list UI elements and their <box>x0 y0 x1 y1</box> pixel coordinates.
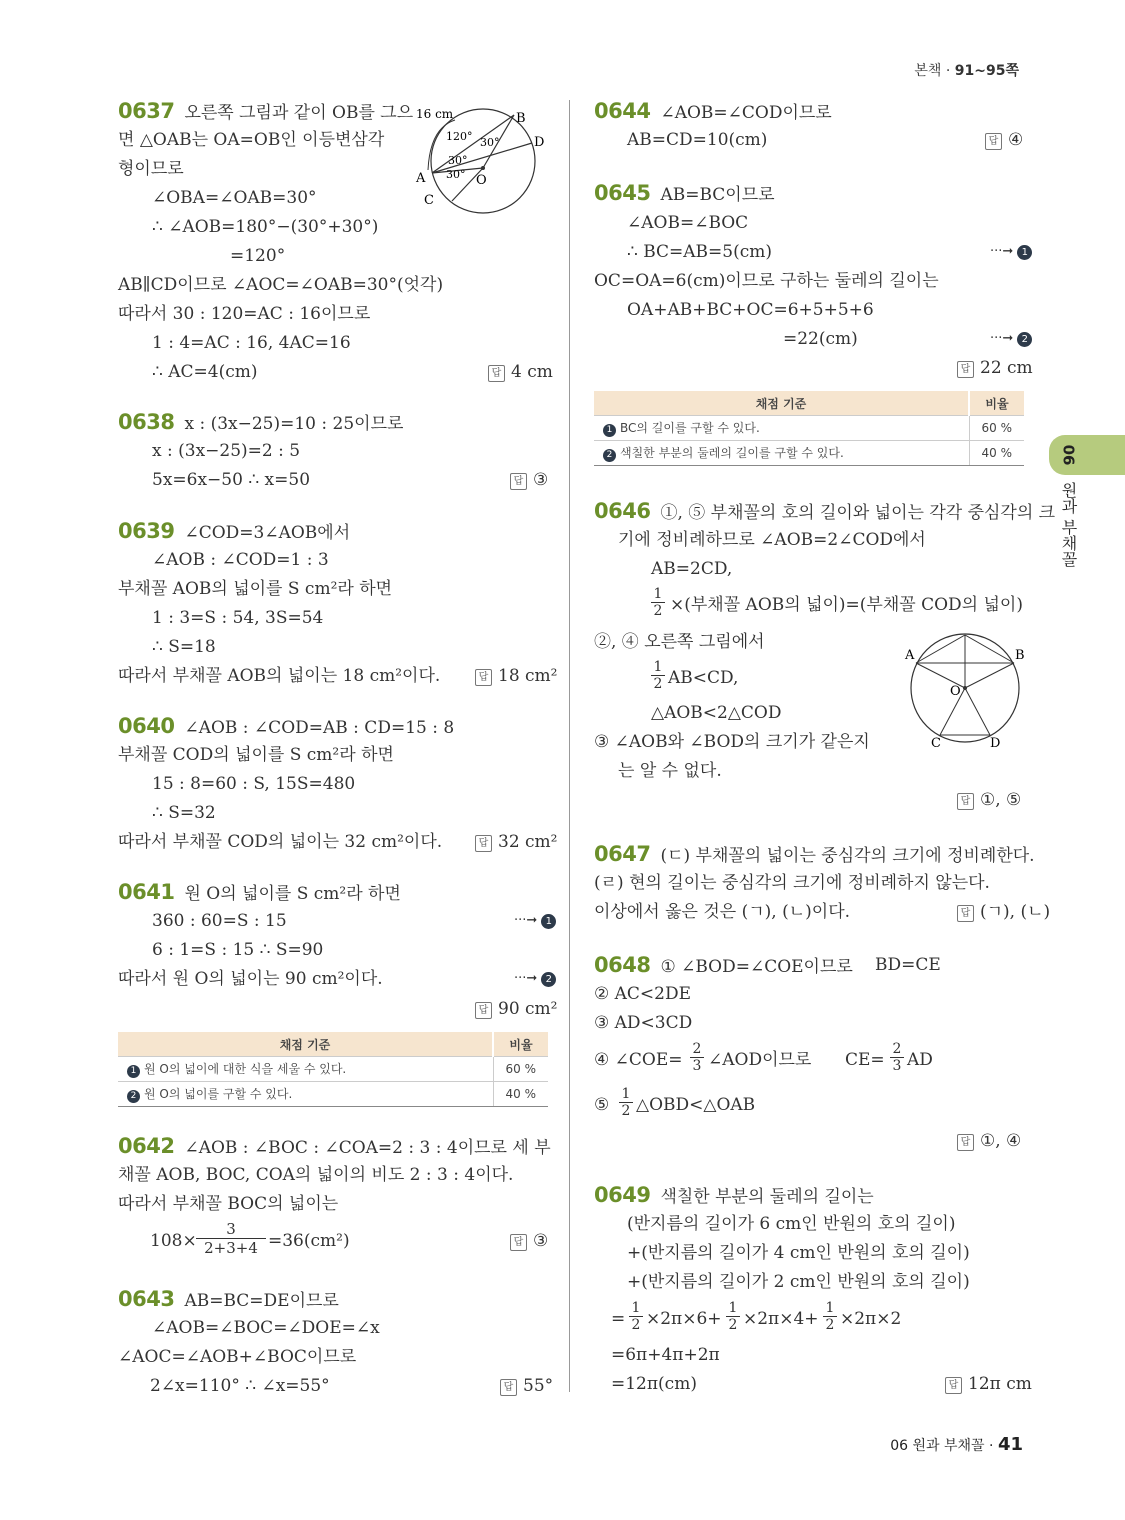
text: ③ AD<3CD <box>594 1013 693 1033</box>
numerator: 1 <box>651 659 665 676</box>
text: 따라서 30 : 120=AC : 16이므로 <box>118 304 371 324</box>
circle-figure-0646 <box>900 625 1030 755</box>
answer <box>475 998 558 1020</box>
answer-text: 4 cm <box>511 362 553 382</box>
fraction <box>651 659 665 692</box>
chapter-tab-title: 원과 부채꼴 <box>1059 482 1078 568</box>
step-marker: ···➞ 1 <box>990 244 1032 260</box>
problem-number: 0639 <box>118 519 175 543</box>
text: CE= <box>845 1050 885 1070</box>
page-header: 본책 · 91~95쪽 <box>914 63 1019 79</box>
fraction <box>890 1041 904 1074</box>
text: 는 알 수 없다. <box>618 761 722 781</box>
text: ①, ⑤ 부채꼴의 호의 길이와 넓이는 각각 중심각의 크 <box>660 503 1056 523</box>
text: 1 : 3=S : 54, 3S=54 <box>152 608 324 628</box>
table-row: 2 원 O의 넓이를 구할 수 있다. <box>118 1082 493 1107</box>
problem-0641-line1 <box>118 881 401 905</box>
chapter-tab-number: 06 <box>1059 444 1078 466</box>
problem-number: 0638 <box>118 410 175 434</box>
problem-number: 0642 <box>118 1134 175 1158</box>
text: = <box>611 1309 626 1329</box>
text: ∠AOB=∠COD이므로 <box>660 103 832 123</box>
problem-0638-line1 <box>118 411 403 435</box>
step-number: 1 <box>1017 245 1032 260</box>
text: ∠AOB=∠BOC <box>627 213 749 233</box>
text: 채꼴 AOB, BOC, COA의 넓이의 비도 2 : 3 : 4이다. <box>118 1165 514 1185</box>
text: ∠AOD이므로 <box>708 1050 812 1070</box>
point-label: B <box>1015 648 1025 663</box>
table-row: 1 BC의 길이를 구할 수 있다. <box>594 416 969 441</box>
text: ③ ∠AOB와 ∠BOD의 크기가 같은지 <box>594 732 870 752</box>
fraction <box>196 1220 266 1257</box>
text: ×2π×6+ <box>646 1309 722 1329</box>
denominator: 2 <box>728 1317 738 1333</box>
table-cell: 40 % <box>969 441 1024 466</box>
problem-number: 0640 <box>118 714 175 738</box>
text: +(반지름의 길이가 2 cm인 반원의 호의 길이) <box>627 1272 970 1292</box>
text: 따라서 부채꼴 COD의 넓이는 32 cm²이다. <box>118 832 443 852</box>
problem-0642-line1 <box>118 1135 551 1159</box>
table-cell: 40 % <box>493 1082 548 1107</box>
text: ∠AOC=∠AOB+∠BOC이므로 <box>118 1347 357 1367</box>
text: 5x=6x−50 ∴ x=50 <box>152 470 311 490</box>
numerator: 2 <box>890 1041 904 1058</box>
text: ② AC<2DE <box>594 984 692 1004</box>
step-number: 2 <box>541 972 556 987</box>
problem-number: 0645 <box>594 181 651 205</box>
text: AB=CD=10(cm) <box>627 130 768 150</box>
answer <box>510 1230 548 1252</box>
numerator: 1 <box>651 586 665 603</box>
text: ×2π×2 <box>840 1309 902 1329</box>
problem-number: 0648 <box>594 953 651 977</box>
text: 6 : 1=S : 15 ∴ S=90 <box>152 940 324 960</box>
answer-icon: 답 <box>488 365 505 382</box>
answer <box>985 129 1023 151</box>
text: 108× <box>150 1231 197 1251</box>
text: ∴ S=32 <box>152 803 216 823</box>
text: ∠AOB : ∠COD=AB : CD=15 : 8 <box>184 718 455 738</box>
answer <box>957 1130 1021 1152</box>
numerator: 1 <box>629 1300 643 1317</box>
answer-text: 18 cm² <box>498 666 558 686</box>
text: ×(부채꼴 AOB의 넓이)=(부채꼴 COD의 넓이) <box>670 595 1023 615</box>
denominator: 2 <box>621 1103 631 1119</box>
scoring-table-0645 <box>594 391 1024 466</box>
step-number: 1 <box>541 914 556 929</box>
answer-icon: 답 <box>500 1379 517 1396</box>
text: AB=BC이므로 <box>660 185 775 205</box>
answer-text: 22 cm <box>980 358 1033 378</box>
angle-label: 30° <box>446 168 466 181</box>
table-header: 비율 <box>969 391 1024 416</box>
answer-icon: 답 <box>510 1234 527 1251</box>
answer-icon: 답 <box>510 473 527 490</box>
text: 면 △OAB는 OA=OB인 이등변삼각 <box>118 130 385 150</box>
problem-0644-line1 <box>594 100 832 124</box>
table-cell: 색칠한 부분의 둘레의 길이를 구할 수 있다. <box>620 446 844 460</box>
step-number: 2 <box>1017 332 1032 347</box>
denominator: 2 <box>653 676 663 692</box>
point-label: B <box>516 111 526 126</box>
problem-number: 0647 <box>594 842 651 866</box>
problem-0649-line1 <box>594 1184 874 1208</box>
text: △OBD<△OAB <box>636 1095 756 1115</box>
text: BD=CE <box>875 955 941 975</box>
text: 15 : 8=60 : S, 15S=480 <box>152 774 356 794</box>
point-label: O <box>476 173 487 188</box>
answer <box>500 1375 553 1397</box>
text: x : (3x−25)=2 : 5 <box>152 441 301 461</box>
answer-icon: 답 <box>957 1134 974 1151</box>
denominator: 3 <box>892 1058 902 1074</box>
table-header: 채점 기준 <box>594 391 969 416</box>
text: =12π(cm) <box>611 1374 697 1394</box>
denominator: 2+3+4 <box>204 1239 258 1257</box>
problem-0637-line1 <box>118 100 413 124</box>
fraction <box>651 586 665 619</box>
table-cell: BC의 길이를 구할 수 있다. <box>620 421 760 435</box>
footer-chapter: 06 원과 부채꼴 <box>890 1438 985 1454</box>
answer-icon: 답 <box>475 1002 492 1019</box>
problem-number: 0643 <box>118 1287 175 1311</box>
point-label: D <box>534 135 545 150</box>
problem-0645-line1 <box>594 182 775 206</box>
circle-figure-0637 <box>410 98 560 218</box>
table-cell: 원 O의 넓이에 대한 식을 세울 수 있다. <box>144 1062 347 1076</box>
table-cell: 원 O의 넓이를 구할 수 있다. <box>144 1087 293 1101</box>
problem-number: 0646 <box>594 499 651 523</box>
step-marker: ···➞ 2 <box>990 331 1032 347</box>
fraction <box>823 1300 837 1333</box>
numerator: 1 <box>823 1300 837 1317</box>
table-cell: 60 % <box>969 416 1024 441</box>
point-label: A <box>905 648 915 663</box>
scoring-table-0641 <box>118 1032 548 1107</box>
answer <box>510 469 548 491</box>
answer-icon: 답 <box>475 835 492 852</box>
text: AB∥CD이므로 ∠AOC=∠OAB=30°(엇각) <box>118 275 444 295</box>
fraction <box>690 1041 704 1074</box>
answer <box>957 357 1033 379</box>
fraction <box>619 1086 633 1119</box>
text: (반지름의 길이가 6 cm인 반원의 호의 길이) <box>627 1214 956 1234</box>
text: 따라서 원 O의 넓이는 90 cm²이다. <box>118 969 383 989</box>
page-range: 91~95쪽 <box>954 63 1019 79</box>
table-cell: 60 % <box>493 1057 548 1082</box>
text: 오른쪽 그림과 같이 OB를 그으 <box>184 103 414 123</box>
text: 기에 정비례하므로 ∠AOB=2∠COD에서 <box>618 530 926 550</box>
text: +(반지름의 길이가 4 cm인 반원의 호의 길이) <box>627 1243 970 1263</box>
text: OC=OA=6(cm)이므로 구하는 둘레의 길이는 <box>594 271 939 291</box>
text: AB=BC=DE이므로 <box>184 1291 339 1311</box>
angle-label: 120° <box>446 130 473 143</box>
text: ∴ AC=4(cm) <box>152 362 258 382</box>
book-label: 본책 <box>914 63 942 79</box>
text: 360 : 60=S : 15 <box>152 911 287 931</box>
text: 부채꼴 COD의 넓이를 S cm²라 하면 <box>118 745 394 765</box>
text: ④ ∠COE= <box>594 1050 683 1070</box>
answer <box>957 901 1050 923</box>
problem-number: 0637 <box>118 99 175 123</box>
text: =6π+4π+2π <box>611 1345 720 1365</box>
denominator: 2 <box>653 603 663 619</box>
point-label: A <box>416 171 426 186</box>
answer-icon: 답 <box>957 793 974 810</box>
page-footer: 06 원과 부채꼴 · 41 <box>890 1434 1023 1455</box>
numerator: 1 <box>726 1300 740 1317</box>
denominator: 2 <box>631 1317 641 1333</box>
answer-icon: 답 <box>985 133 1002 150</box>
text: ∴ BC=AB=5(cm) <box>627 242 773 262</box>
angle-label: 30° <box>480 136 500 149</box>
page-number: 41 <box>997 1434 1023 1455</box>
arc-length-label: 16 cm <box>416 107 454 121</box>
problem-number: 0644 <box>594 99 651 123</box>
text: 원 O의 넓이를 S cm²라 하면 <box>184 884 401 904</box>
point-label: D <box>990 736 1001 751</box>
text: 2∠x=110° ∴ ∠x=55° <box>150 1376 330 1396</box>
problem-0640-line1 <box>118 715 454 739</box>
answer <box>945 1373 1032 1395</box>
text: =22(cm) <box>783 329 858 349</box>
text: AD <box>907 1050 933 1070</box>
denominator: 3 <box>692 1058 702 1074</box>
answer-text: ③ <box>533 1231 549 1251</box>
numerator: 1 <box>619 1086 633 1103</box>
fraction <box>726 1300 740 1333</box>
problem-0639-line1 <box>118 520 350 544</box>
answer <box>488 361 553 383</box>
angle-label: 30° <box>448 154 468 167</box>
answer-text: 55° <box>523 1376 554 1396</box>
answer-text: ③ <box>533 470 549 490</box>
denominator: 2 <box>825 1317 835 1333</box>
problem-number: 0649 <box>594 1183 651 1207</box>
fraction <box>629 1300 643 1333</box>
text: AB=2CD, <box>651 559 733 579</box>
text: =120° <box>230 246 286 266</box>
text: ∠COD=3∠AOB에서 <box>184 523 351 543</box>
text: 색칠한 부분의 둘레의 길이는 <box>660 1187 874 1207</box>
text: 따라서 부채꼴 AOB의 넓이는 18 cm²이다. <box>118 666 441 686</box>
step-marker: ···➞ 2 <box>514 971 556 987</box>
answer-icon: 답 <box>475 669 492 686</box>
numerator: 2 <box>690 1041 704 1058</box>
answer-text: 90 cm² <box>498 999 558 1019</box>
text: =36(cm²) <box>268 1231 350 1251</box>
answer-text: 32 cm² <box>498 832 558 852</box>
text: △AOB<2△COD <box>651 703 782 723</box>
answer-text: (ㄱ), (ㄴ) <box>980 902 1051 922</box>
text: ×2π×4+ <box>743 1309 819 1329</box>
point-label: C <box>931 736 941 751</box>
answer <box>475 831 558 853</box>
text: ① ∠BOD=∠COE이므로 <box>660 957 853 977</box>
text: ∠OBA=∠OAB=30° <box>152 188 317 208</box>
text: ∴ ∠AOB=180°−(30°+30°) <box>152 217 379 237</box>
problem-number: 0641 <box>118 880 175 904</box>
text: ⑤ <box>594 1095 610 1115</box>
text: ∠AOB : ∠BOC : ∠COA=2 : 3 : 4이므로 세 부 <box>184 1138 551 1158</box>
text: x : (3x−25)=10 : 25이므로 <box>184 414 404 434</box>
numerator: 3 <box>196 1220 266 1239</box>
answer <box>475 665 558 687</box>
answer-text: ④ <box>1008 130 1024 150</box>
text: ∴ S=18 <box>152 637 216 657</box>
text: (ㄷ) 부채꼴의 넓이는 중심각의 크기에 정비례한다. <box>660 846 1035 866</box>
text: 부채꼴 AOB의 넓이를 S cm²라 하면 <box>118 579 393 599</box>
point-label: O <box>950 684 961 699</box>
answer-text: ①, ⑤ <box>980 790 1022 810</box>
text: 따라서 부채꼴 BOC의 넓이는 <box>118 1194 339 1214</box>
table-header: 비율 <box>493 1032 548 1057</box>
text: ②, ④ 오른쪽 그림에서 <box>594 632 765 652</box>
table-row: 2 색칠한 부분의 둘레의 길이를 구할 수 있다. <box>594 441 969 466</box>
text: OA+AB+BC+OC=6+5+5+6 <box>627 300 874 320</box>
text: ∠AOB=∠BOC=∠DOE=∠x <box>152 1318 380 1338</box>
problem-0643-line1 <box>118 1288 339 1312</box>
problem-0646-line1 <box>594 500 1055 524</box>
text: 1 : 4=AC : 16, 4AC=16 <box>152 333 351 353</box>
text: AB<CD, <box>668 668 739 688</box>
table-row: 1 원 O의 넓이에 대한 식을 세울 수 있다. <box>118 1057 493 1082</box>
text: (ㄹ) 현의 길이는 중심각의 크기에 정비례하지 않는다. <box>594 873 990 893</box>
text: 형이므로 <box>118 159 184 179</box>
answer-icon: 답 <box>957 361 974 378</box>
problem-0648-line1 <box>594 954 853 978</box>
answer-text: 12π cm <box>968 1374 1032 1394</box>
table-header: 채점 기준 <box>118 1032 493 1057</box>
answer <box>957 789 1021 811</box>
answer-icon: 답 <box>945 1377 962 1394</box>
answer-text: ①, ④ <box>980 1131 1022 1151</box>
problem-0647-line1 <box>594 843 1035 867</box>
point-label: C <box>424 193 434 208</box>
text: ∠AOB : ∠COD=1 : 3 <box>152 550 329 570</box>
text: 이상에서 옳은 것은 (ㄱ), (ㄴ)이다. <box>594 902 851 922</box>
column-divider <box>569 100 570 1392</box>
answer-icon: 답 <box>957 905 974 922</box>
step-marker: ···➞ 1 <box>514 913 556 929</box>
